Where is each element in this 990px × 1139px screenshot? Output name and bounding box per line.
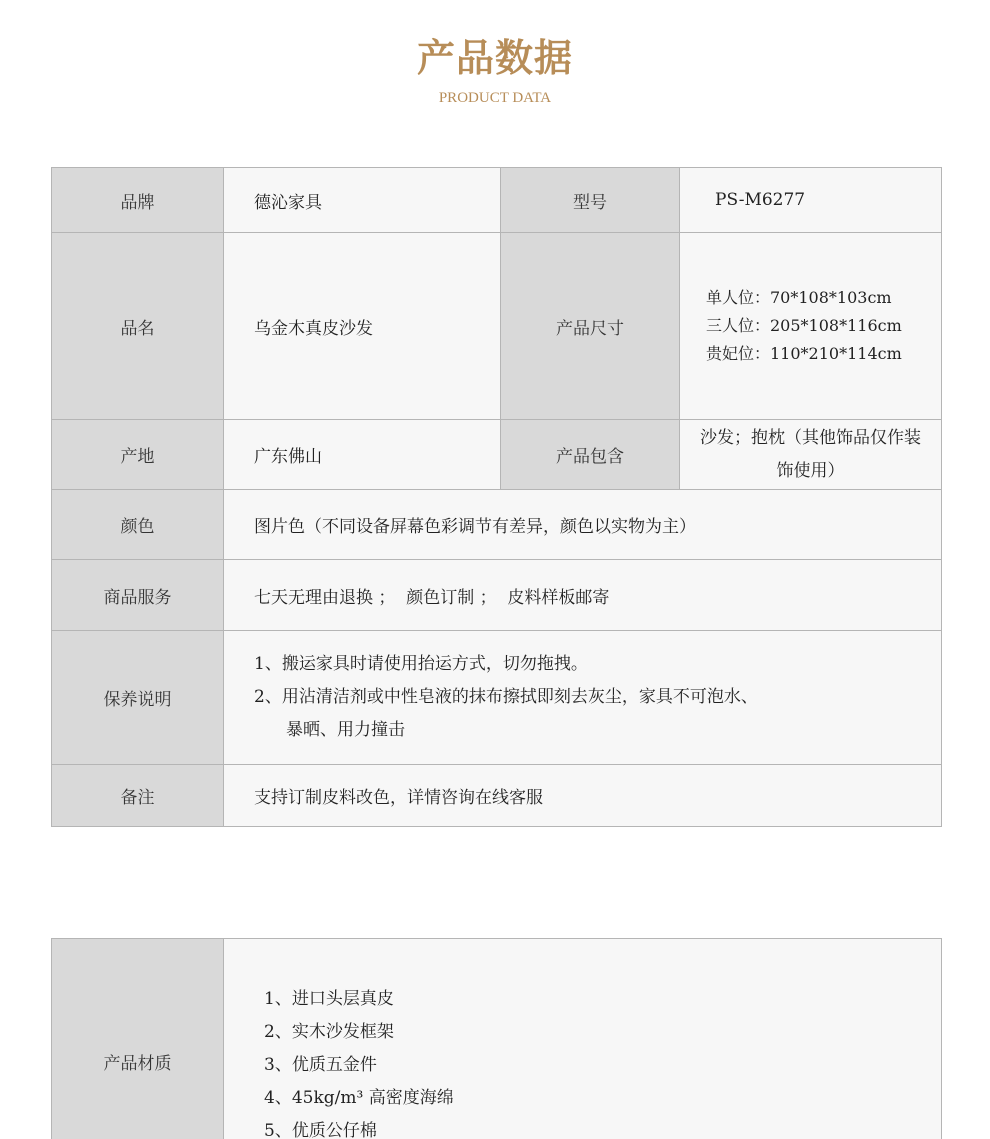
name-value: 乌金木真皮沙发: [224, 233, 501, 420]
service-label: 商品服务: [52, 560, 224, 631]
list-item: 4、45kg/m³ 高密度海绵: [264, 1088, 454, 1108]
model-label: 型号: [501, 168, 680, 233]
size-chaise: 贵妃位：110*210*114cm: [706, 344, 902, 363]
note-label: 备注: [52, 765, 224, 827]
care-line-1: 1、搬运家具时请使用抬运方式，切勿拖拽。: [254, 654, 588, 674]
size-single: 单人位：70*108*103cm: [706, 288, 892, 307]
includes-line-1: 沙发；抱枕（其他饰品仅作装: [700, 427, 921, 448]
note-value: 支持订制皮料改色，详情咨询在线客服: [224, 765, 942, 827]
list-item: 2、实木沙发框架: [264, 1022, 394, 1042]
table-row: [52, 939, 942, 1139]
origin-label: 产地: [52, 420, 224, 490]
name-label: 品名: [52, 233, 224, 420]
color-label: 颜色: [52, 490, 224, 560]
origin-value: 广东佛山: [224, 420, 501, 490]
table-row: [52, 168, 942, 233]
title-block: [0, 30, 990, 108]
care-label: 保养说明: [52, 631, 224, 765]
model-value: PS-M6277: [680, 168, 942, 233]
page-subtitle: PRODUCT DATA: [438, 90, 552, 106]
page-title: 产品数据: [416, 35, 573, 80]
size-values: [680, 233, 942, 420]
material-value: [224, 939, 942, 1139]
table-row: [52, 490, 942, 560]
includes-label: 产品包含: [501, 420, 680, 490]
size-triple: 三人位：205*108*116cm: [706, 316, 902, 335]
list-item: 1、进口头层真皮: [264, 989, 394, 1009]
material-label: 产品材质: [52, 939, 224, 1139]
table-row: [52, 233, 942, 420]
table-row: [52, 420, 942, 490]
color-value: 图片色（不同设备屏幕色彩调节有差异，颜色以实物为主）: [224, 490, 942, 560]
list-item: 3、优质五金件: [264, 1055, 377, 1075]
product-spec-table: [51, 167, 942, 827]
care-line-2: 2、用沾清洁剂或中性皂液的抹布擦拭即刻去灰尘，家具不可泡水、: [254, 687, 758, 707]
includes-value: [680, 420, 942, 490]
care-line-3: 暴晒、用力撞击: [286, 720, 405, 740]
care-value: [224, 631, 942, 765]
table-row: [52, 560, 942, 631]
material-list: [224, 939, 941, 1139]
size-label: 产品尺寸: [501, 233, 680, 420]
list-item: 5、优质公仔棉: [264, 1121, 377, 1139]
brand-label: 品牌: [52, 168, 224, 233]
material-table: [51, 938, 942, 1139]
brand-value: 德沁家具: [224, 168, 501, 233]
service-value: 七天无理由退换 ； 颜色订制 ； 皮料样板邮寄: [224, 560, 942, 631]
includes-line-2: 饰使用）: [776, 460, 845, 481]
table-row: [52, 765, 942, 827]
table-row: [52, 631, 942, 765]
